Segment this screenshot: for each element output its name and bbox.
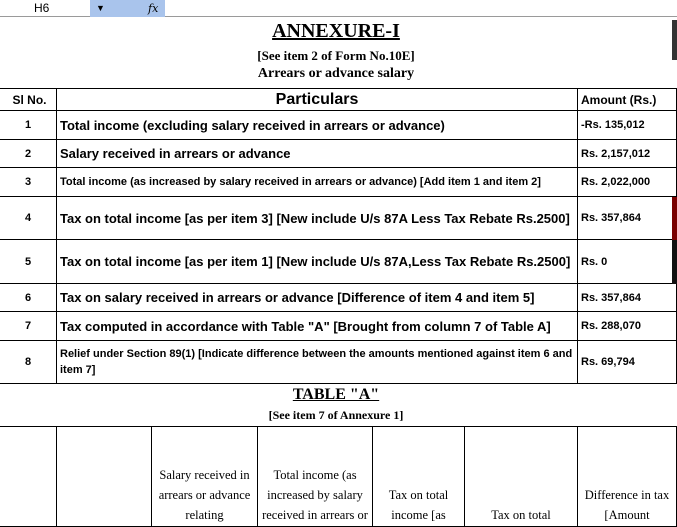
row-amount[interactable]	[578, 111, 677, 140]
row-sl-no-text: 3	[24, 176, 32, 188]
row-particular-text: Total income (as increased by salary received in arrears or advance) [Add item 1 and item 2]	[60, 176, 541, 188]
row-particular-text: Tax on total income [as per item 3] [New include U/s 87A Less Tax Rebate Rs.2500]	[60, 210, 570, 226]
row-particular[interactable]	[57, 284, 578, 312]
row-sl-no[interactable]	[0, 197, 57, 240]
row-amount-text: Rs. 2,157,012	[581, 147, 651, 160]
row-amount[interactable]	[578, 168, 677, 197]
row-amount[interactable]	[578, 341, 677, 384]
row-amount-text: Rs. 69,794	[581, 356, 635, 368]
header-amount-text: Amount (Rs.)	[581, 92, 657, 107]
table-a-header-col-5[interactable]	[373, 427, 465, 527]
row-sl-no[interactable]	[0, 140, 57, 168]
header-particulars-text: Particulars	[275, 90, 359, 108]
row-particular[interactable]	[57, 197, 578, 240]
row-amount-text: Rs. 288,070	[581, 320, 641, 332]
table-a-header-col-1[interactable]	[0, 427, 57, 527]
scrollbar-thumb[interactable]	[672, 20, 677, 60]
table-a-title: TABLE "A"	[292, 386, 380, 403]
row-sl-no[interactable]	[0, 111, 57, 140]
annexure-title: ANNEXURE-I	[272, 20, 400, 42]
header-amount[interactable]	[578, 89, 677, 111]
chevron-down-icon[interactable]: ▼	[96, 3, 105, 13]
row-marker	[672, 240, 677, 284]
row-amount-text: Rs. 357,864	[581, 212, 641, 224]
worksheet	[0, 17, 677, 522]
name-box-dropdown[interactable]	[90, 0, 165, 17]
row-amount-text: Rs. 0	[581, 255, 608, 268]
row-particular[interactable]	[57, 240, 578, 284]
row-sl-no-text: 6	[24, 291, 32, 304]
table-a-header-col-4-text: Total income (as increased by salary received in arrears or	[262, 468, 368, 522]
annexure-heading: Arrears or advance salary	[257, 66, 415, 81]
name-box[interactable]: H6	[34, 1, 50, 15]
row-sl-no[interactable]	[0, 168, 57, 197]
row-sl-no-text: 4	[24, 212, 32, 224]
formula-bar	[0, 0, 677, 17]
row-particular[interactable]	[57, 312, 578, 341]
table-a-header-col-3[interactable]	[152, 427, 258, 527]
row-particular[interactable]	[57, 111, 578, 140]
row-amount-text: Rs. 2,022,000	[581, 176, 651, 188]
row-particular-text: Tax on salary received in arrears or advance [Difference of item 4 and item 5]	[60, 290, 535, 305]
header-sl-no-text: Sl No.	[12, 92, 47, 107]
header-sl-no[interactable]	[0, 89, 57, 111]
row-particular-text: Salary received in arrears or advance	[60, 146, 291, 161]
row-sl-no-text: 2	[24, 147, 32, 160]
table-a-header-col-3-text: Salary received in arrears or advance relating	[158, 468, 251, 522]
table-a-subtitle: [See item 7 of Annexure 1]	[268, 408, 404, 422]
row-amount[interactable]	[578, 312, 677, 341]
table-a-header-col-7[interactable]	[578, 427, 677, 527]
row-amount[interactable]	[578, 140, 677, 168]
row-sl-no-text: 5	[24, 255, 32, 268]
row-particular-text: Total income (excluding salary received in arrears or advance)	[60, 117, 445, 133]
row-amount-text: Rs. 357,864	[581, 291, 641, 304]
row-sl-no-text: 8	[24, 356, 32, 368]
row-amount[interactable]	[578, 284, 677, 312]
row-particular[interactable]	[57, 140, 578, 168]
row-amount-text: -Rs. 135,012	[581, 119, 645, 131]
row-sl-no[interactable]	[0, 341, 57, 384]
row-sl-no[interactable]	[0, 284, 57, 312]
table-a-header-col-2[interactable]	[57, 427, 152, 527]
table-a-header-col-6-text: Tax on total	[491, 508, 551, 522]
annexure-subtitle: [See item 2 of Form No.10E]	[257, 48, 415, 63]
table-a-header-col-4[interactable]	[258, 427, 373, 527]
row-amount[interactable]	[578, 197, 677, 240]
header-particulars[interactable]	[57, 89, 578, 111]
row-amount[interactable]	[578, 240, 677, 284]
table-a-header-col-7-text: Difference in tax [Amount	[584, 488, 670, 522]
row-particular-text: Tax on total income [as per item 1] [New include U/s 87A,Less Tax Rebate Rs.2500]	[60, 254, 571, 269]
function-icon[interactable]: fx	[148, 2, 159, 15]
row-particular-text: Tax computed in accordance with Table "A" [Brought from column 7 of Table A]	[60, 318, 551, 334]
row-particular-text: Relief under Section 89(1) [Indicate difference between the amounts mentioned against item 6 and item 7]	[60, 348, 573, 376]
row-sl-no[interactable]	[0, 240, 57, 284]
row-particular[interactable]	[57, 341, 578, 384]
row-sl-no-text: 7	[24, 320, 32, 332]
table-a-header-col-6[interactable]	[465, 427, 578, 527]
row-particular[interactable]	[57, 168, 578, 197]
row-marker	[672, 197, 677, 240]
table-a-header-col-5-text: Tax on total income [as	[388, 488, 449, 522]
row-sl-no-text: 1	[24, 119, 32, 131]
row-sl-no[interactable]	[0, 312, 57, 341]
